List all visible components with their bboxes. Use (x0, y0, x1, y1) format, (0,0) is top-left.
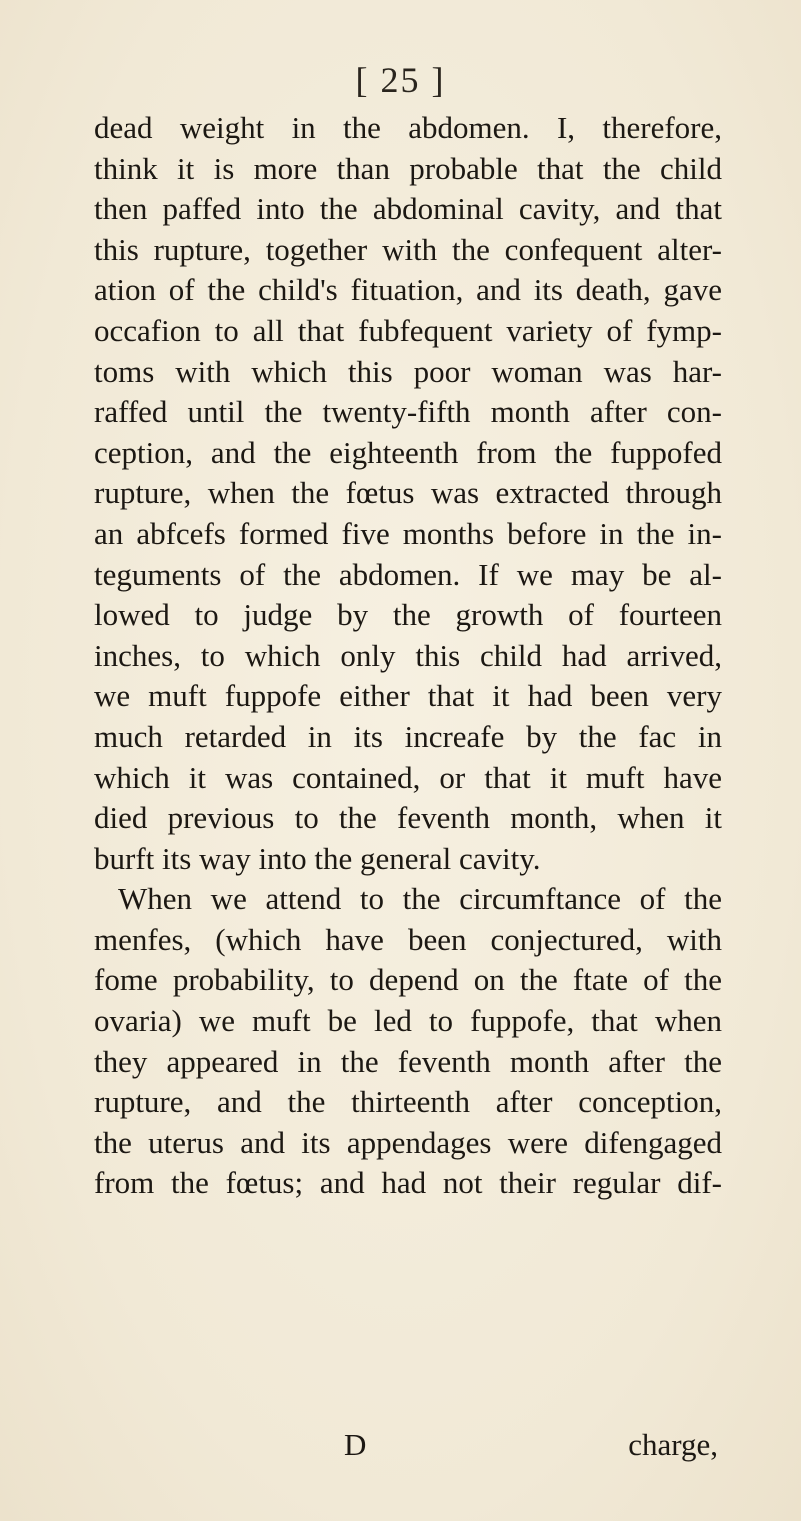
text-line: died previous to the feventh month, when it (94, 800, 722, 836)
text-line: think it is more than probable that the child (94, 150, 722, 186)
signature-mark: D (344, 1427, 367, 1462)
text-line: an abfcefs formed five months before in the in- (94, 515, 722, 551)
text-line: we muft fuppofe either that it had been very (94, 678, 722, 714)
text-line: which it was contained, or that it muft have (94, 759, 722, 795)
text-line: this rupture, together with the confequent alter- (94, 231, 722, 267)
text-line: menfes, (which have been conjectured, with (94, 921, 722, 957)
text-line: ception, and the eighteenth from the fuppofed (94, 434, 722, 470)
text-line: rupture, and the thirteenth after conception, (94, 1084, 722, 1120)
text-line: the uterus and its appendages were difengaged (94, 1124, 722, 1160)
text-line: teguments of the abdomen. If we may be al- (94, 556, 722, 592)
text-line: occafion to all that fubfequent variety of fymp- (94, 312, 722, 348)
text-line: toms with which this poor woman was har- (94, 353, 722, 389)
text-line: raffed until the twenty-fifth month after con- (94, 394, 722, 430)
text-line: much retarded in its increafe by the fac in (94, 718, 722, 754)
page-footer (94, 1424, 722, 1466)
text-line: ovaria) we muft be led to fuppofe, that when (94, 1003, 722, 1039)
text-line: ation of the child's fituation, and its death, gave (94, 272, 722, 308)
text-line: dead weight in the abdomen. I, therefore, (94, 110, 722, 145)
body-text (94, 108, 722, 1204)
text-line: fome probability, to depend on the ftate of the (94, 962, 722, 998)
page-number-header: [ 25 ] (355, 60, 446, 100)
catchword: charge, (628, 1427, 718, 1462)
text-line: lowed to judge by the growth of fourteen (94, 597, 722, 633)
text-line: they appeared in the feventh month after the (94, 1043, 722, 1079)
text-line: from the fœtus; and had not their regular dif- (94, 1165, 722, 1201)
text-line: then paffed into the abdominal cavity, and that (94, 191, 722, 227)
text-line: burft its way into the general cavity. (94, 840, 541, 876)
text-line: rupture, when the fœtus was extracted through (94, 475, 722, 511)
text-line: inches, to which only this child had arrived, (94, 637, 722, 673)
text-line: When we attend to the circumftance of the (118, 881, 722, 917)
